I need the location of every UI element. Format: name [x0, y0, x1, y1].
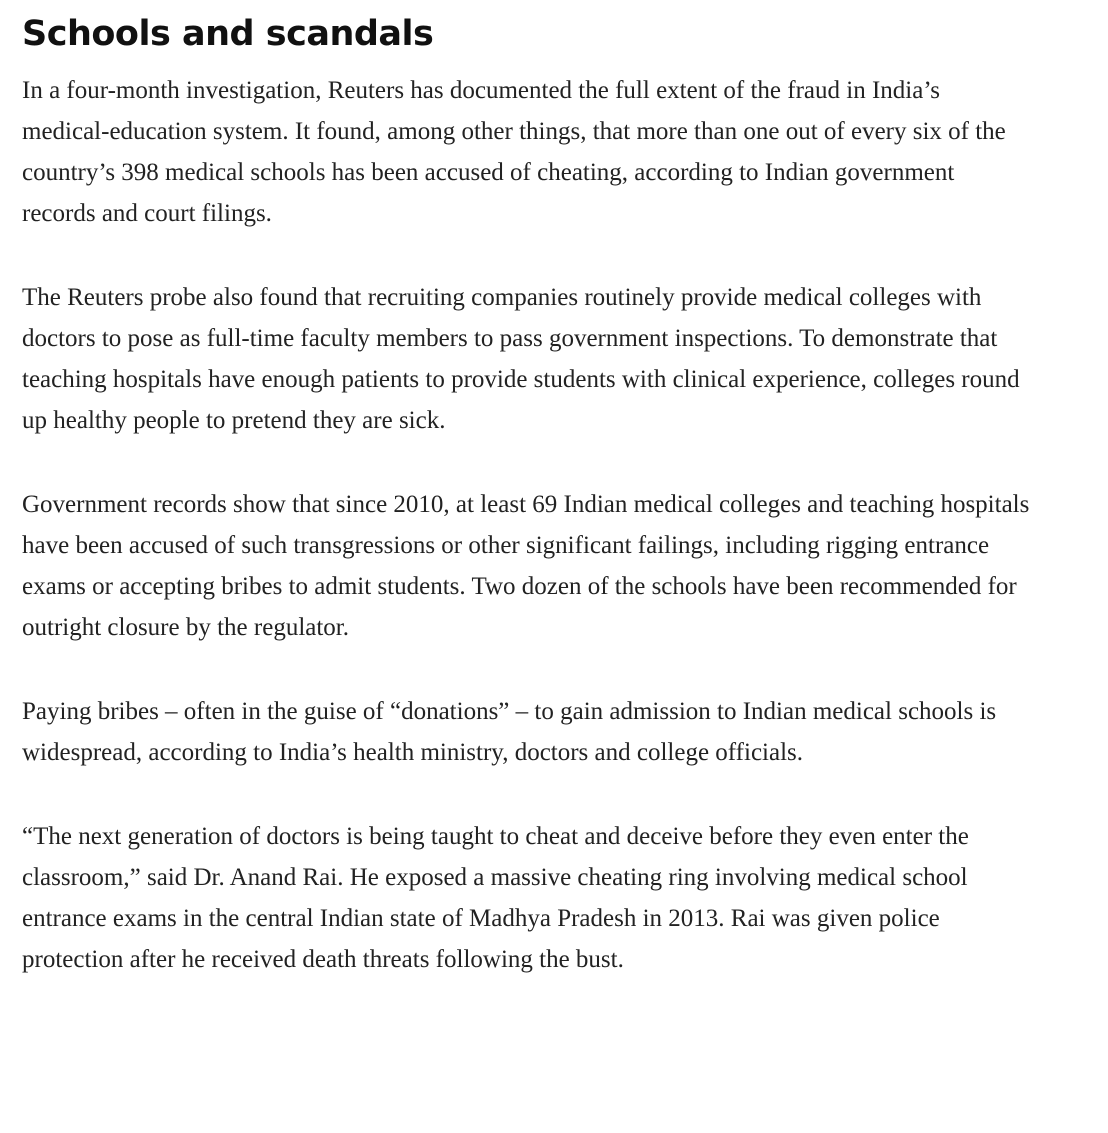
article-body: [22, 10, 1032, 1023]
paragraph-investigation: In a four-month investigation, Reuters has documented the full extent of the fraud in India’s medical-education system. It found, among other things, that more than one out of every six of the country’s 398 medical schools has been accused of cheating, according to Indian government records and court filings.: [22, 77, 1006, 227]
paragraph-bribes: Paying bribes – often in the guise of “donations” – to gain admission to Indian medical schools is widespread, according to India’s health ministry, doctors and college officials.: [22, 698, 997, 766]
section-heading: Schools and scandals: [22, 14, 434, 54]
paragraph-probe-findings: The Reuters probe also found that recruiting companies routinely provide medical colleges with doctors to pose as full-time faculty members to pass government inspections. To demonstrate that teaching hospitals have enough patients to provide students with clinical experience, colleges round up healthy people to pretend they are sick.: [22, 284, 1020, 434]
paragraph-quote-anand-rai: “The next generation of doctors is being taught to cheat and deceive before they even enter the classroom,” said Dr. Anand Rai. He exposed a massive cheating ring involving medical school entrance exams in the central Indian state of Madhya Pradesh in 2013. Rai was given police protection after he received death threats following the bust.: [22, 823, 969, 973]
paragraph-government-records: Government records show that since 2010, at least 69 Indian medical colleges and teaching hospitals have been accused of such transgressions or other significant failings, including rigging entrance exams or accepting bribes to admit students. Two dozen of the schools have been recommended for outright closure by the regulator.: [22, 491, 1030, 641]
